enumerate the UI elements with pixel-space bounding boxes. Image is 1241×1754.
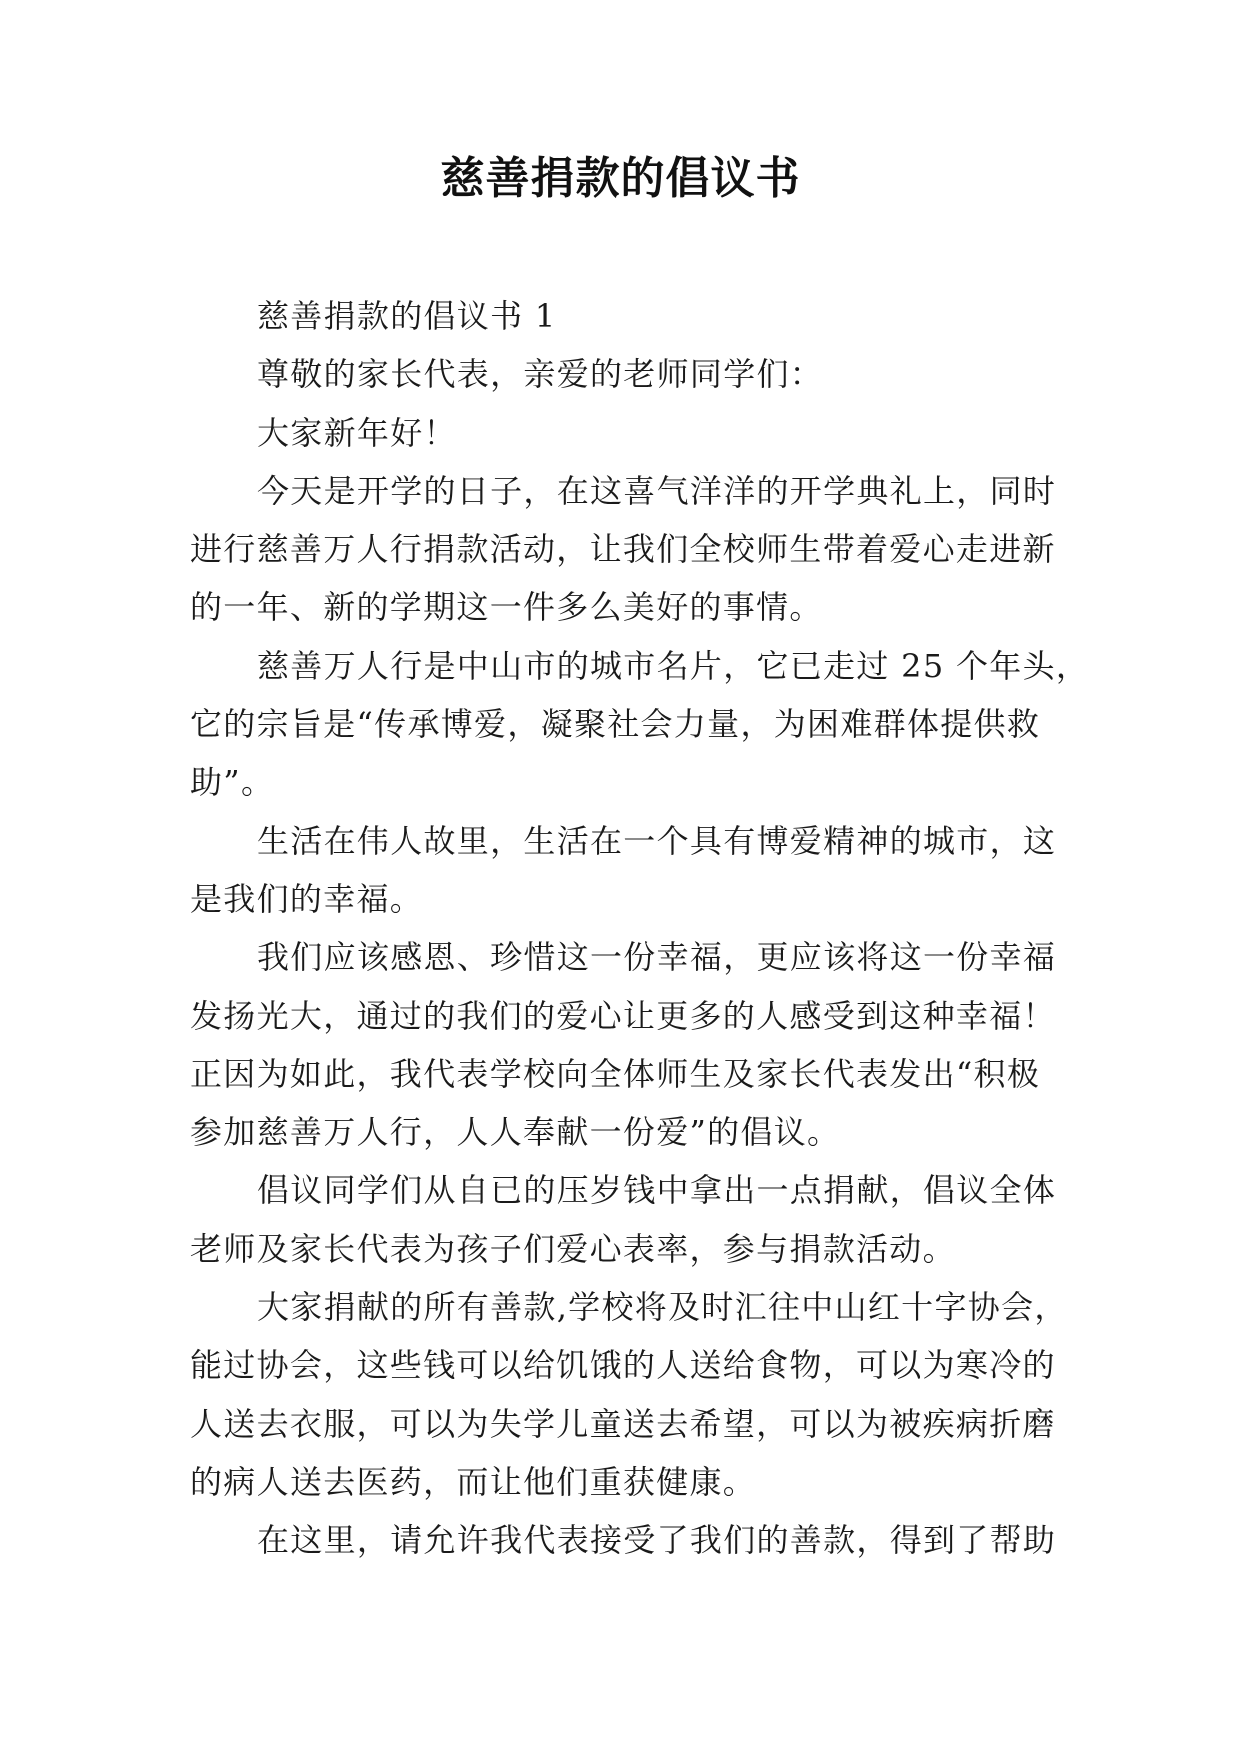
text-line: 大家捐献的所有善款,学校将及时汇往中山红十字协会，: [257, 1288, 1068, 1327]
text-line: 老师及家长代表为孩子们爱心表率，参与捐款活动。: [190, 1229, 956, 1268]
text-line: 倡议同学们从自已的压岁钱中拿出一点捐献，倡议全体: [257, 1171, 1057, 1210]
text-line: 生活在伟人故里，生活在一个具有博爱精神的城市，这: [257, 821, 1057, 860]
text-line: 人送去衣服，可以为失学儿童送去希望，可以为被疾病折磨: [190, 1404, 1056, 1443]
text-line: 的一年、新的学期这一件多么美好的事情。: [190, 588, 823, 627]
text-line: 正因为如此，我代表学校向全体师生及家长代表发出“积极: [190, 1054, 1041, 1093]
paragraph: [190, 928, 1190, 1161]
paragraph: [190, 812, 1190, 929]
text-line: 参加慈善万人行，人人奉献一份爱”的倡议。: [190, 1113, 841, 1152]
paragraph: [190, 462, 1190, 637]
text-line: 慈善捐款的倡议书 1: [257, 297, 557, 335]
paragraph: [190, 287, 1190, 345]
text-line: 进行慈善万人行捐款活动，让我们全校师生带着爱心走进新: [190, 530, 1056, 569]
document-title: 慈善捐款的倡议书: [440, 153, 801, 204]
text-line: 是我们的幸福。: [190, 879, 424, 918]
text-line: 慈善万人行是中山市的城市名片，它已走过 25 个年头，: [257, 646, 1090, 685]
paragraph: [190, 1511, 1190, 1569]
text-line: 的病人送去医药，而让他们重获健康。: [190, 1462, 757, 1501]
text-line: 能过协会，这些钱可以给饥饿的人送给食物，可以为寒冷的: [190, 1346, 1056, 1385]
paragraph: [190, 637, 1190, 812]
text-line: 在这里，请允许我代表接受了我们的善款，得到了帮助: [257, 1521, 1057, 1560]
text-line: 助”。: [190, 763, 275, 802]
text-line: 它的宗旨是“传承博爱，凝聚社会力量，为困难群体提供救: [190, 705, 1041, 744]
text-line: 大家新年好！: [257, 413, 457, 452]
paragraph: [190, 1161, 1190, 1278]
paragraph: [190, 1278, 1190, 1511]
text-line: 今天是开学的日子，在这喜气洋洋的开学典礼上，同时: [257, 471, 1057, 510]
text-line: 发扬光大，通过的我们的爱心让更多的人感受到这种幸福！: [190, 996, 1056, 1035]
paragraph: [190, 345, 1190, 403]
paragraph: [190, 404, 1190, 462]
text-line: 我们应该感恩、珍惜这一份幸福，更应该将这一份幸福: [257, 938, 1057, 977]
text-line: 尊敬的家长代表，亲爱的老师同学们：: [257, 355, 824, 394]
document-body: [190, 287, 1190, 1570]
